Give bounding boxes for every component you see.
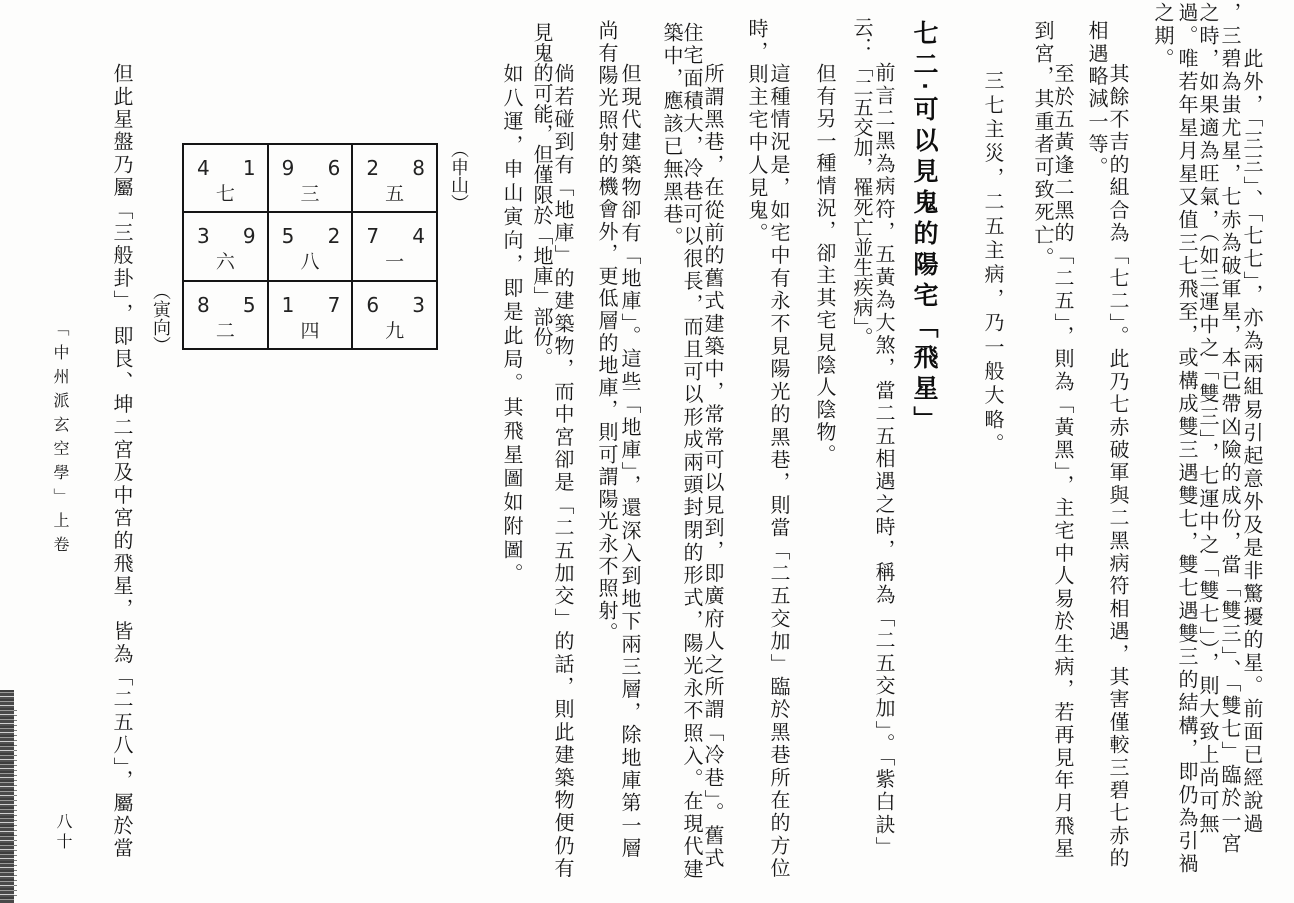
text-column: 三七主災，二五主病，乃一般大略。 <box>981 70 1005 458</box>
left-star: 9 <box>281 156 295 180</box>
right-star: 1 <box>242 156 256 180</box>
base-star: 九 <box>385 319 405 342</box>
text-column: 倘若碰到有「地庫」的建築物，而中宮卻是「二五加交」的話，則此建築物便仍有 <box>551 63 575 881</box>
grid-cell-bottom-center <box>269 282 352 348</box>
running-title: 「中州派玄空學」上卷 <box>51 320 70 560</box>
text-column: 住宅面積大，冷巷可以很長，而且可以形成兩頭封閉的形式，陽光永不照入。在現代建 <box>680 22 704 881</box>
right-star: 9 <box>242 224 256 249</box>
left-star: 3 <box>197 224 210 249</box>
text-column: 過。唯若年星月星又值三七飛至，或構成雙三遇雙七，雙七遇雙三的結構，即仍為引禍 <box>1175 2 1199 876</box>
base-star: 四 <box>300 319 320 342</box>
left-star: 1 <box>281 292 295 317</box>
text-column: 見鬼的可能，但僅限於「地庫」部份。 <box>530 22 554 368</box>
grid-cell-top-right <box>353 145 436 211</box>
base-star: 三 <box>300 183 320 205</box>
text-column: 時，則主宅中人見鬼。 <box>745 18 769 245</box>
left-star: 5 <box>281 224 295 249</box>
text-column: 築中，應該已無黑巷。 <box>660 22 684 249</box>
right-star: 7 <box>327 292 341 317</box>
grid-cell-top-left <box>184 145 267 211</box>
text-column: 之期。 <box>1151 2 1175 71</box>
right-star: 4 <box>412 224 425 249</box>
grid-cell-bottom-right <box>353 282 436 348</box>
base-star: 一 <box>385 251 405 274</box>
left-star: 6 <box>366 292 380 317</box>
base-star: 五 <box>385 183 405 205</box>
text-column: 但現代建築物卻有「地庫」。這些「地庫」，還深入到地下兩三層，除地庫第一層 <box>618 63 642 861</box>
text-column: 到宮，其重者可致死亡。 <box>1031 20 1055 270</box>
left-star: 4 <box>197 156 210 180</box>
grid-cell-bottom-left <box>184 282 267 348</box>
base-star: 七 <box>215 183 235 205</box>
right-star: 8 <box>412 156 425 180</box>
left-star: 7 <box>366 224 380 249</box>
right-star: 6 <box>327 156 341 180</box>
base-star: 八 <box>300 251 320 274</box>
text-column: 相遇略減一等。 <box>1085 20 1109 179</box>
grid-cell-center <box>269 213 352 279</box>
text-column: 云：「二五交加，罹死亡並生疾病」。 <box>850 17 874 347</box>
text-column: 這種情況是，如宅中有永不見陽光的黑巷，則當「二五交加」臨於黑巷所在的方位 <box>767 63 791 881</box>
star-grid <box>182 143 438 350</box>
text-column: 之時，如果適為旺氣，（如三運中之「雙三」，七運中之「雙七」），則大致上尚可無 <box>1196 2 1220 836</box>
right-star: 2 <box>327 224 341 249</box>
grid-cell-middle-left <box>184 213 267 279</box>
text-column: 此外，「三三」、「七七」，亦為兩組易引起意外及是非驚擾的星。前面已經說過 <box>1240 48 1264 836</box>
page-number: 八十 <box>54 813 73 853</box>
scan-edge-shadow <box>0 690 14 903</box>
text-column: 至於五黃逢二黑的「二五」，則為「黃黑」，主宅中人易於生病，若再見年月飛星 <box>1051 63 1075 861</box>
text-column: 前言二黑為病符，五黃為大煞，當二五相遇之時，稱為「二五交加」。「紫白訣」 <box>872 62 896 860</box>
left-star: 2 <box>366 156 380 180</box>
right-star: 5 <box>242 292 256 317</box>
text-column: 所謂黑巷，在從前的舊式建築中，常常可以見到，即廣府人之所謂「冷巷」。舊式 <box>701 63 725 871</box>
grid-cell-middle-right <box>353 213 436 279</box>
text-column: ，三碧為蚩尤星，七赤為破軍星，本已帶凶險的成份，當「雙三」、「雙七」臨於一宮 <box>1218 2 1242 856</box>
grid-cell-top-center <box>269 145 352 211</box>
left-star: 8 <box>197 292 210 317</box>
text-column: 如八運，申山寅向，即是此局。其飛星圖如附圖。 <box>500 63 524 587</box>
right-star: 3 <box>412 292 425 317</box>
text-column: 但有另一種情況，卻主其宅見陰人陰物。 <box>813 63 837 467</box>
base-star: 二 <box>215 319 235 342</box>
mountain-label: （申山） <box>448 140 469 212</box>
text-column: 但此星盤乃屬「三般卦」，即艮、坤二宮及中宮的飛星，皆為「二五八」，屬於當 <box>110 63 134 861</box>
facing-label: （寅向） <box>150 282 171 354</box>
text-column: 其餘不吉的組合為「七二」。此乃七赤破軍與二黑病符相遇，其害僅較三碧七赤的 <box>1106 63 1130 871</box>
section-heading: 七二‧可以見鬼的陽宅「飛星」 <box>910 20 939 437</box>
base-star: 六 <box>215 251 235 274</box>
text-column: 尚有陽光照射的機會外，更低層的地庫，則可謂陽光永不照射。 <box>595 20 619 645</box>
